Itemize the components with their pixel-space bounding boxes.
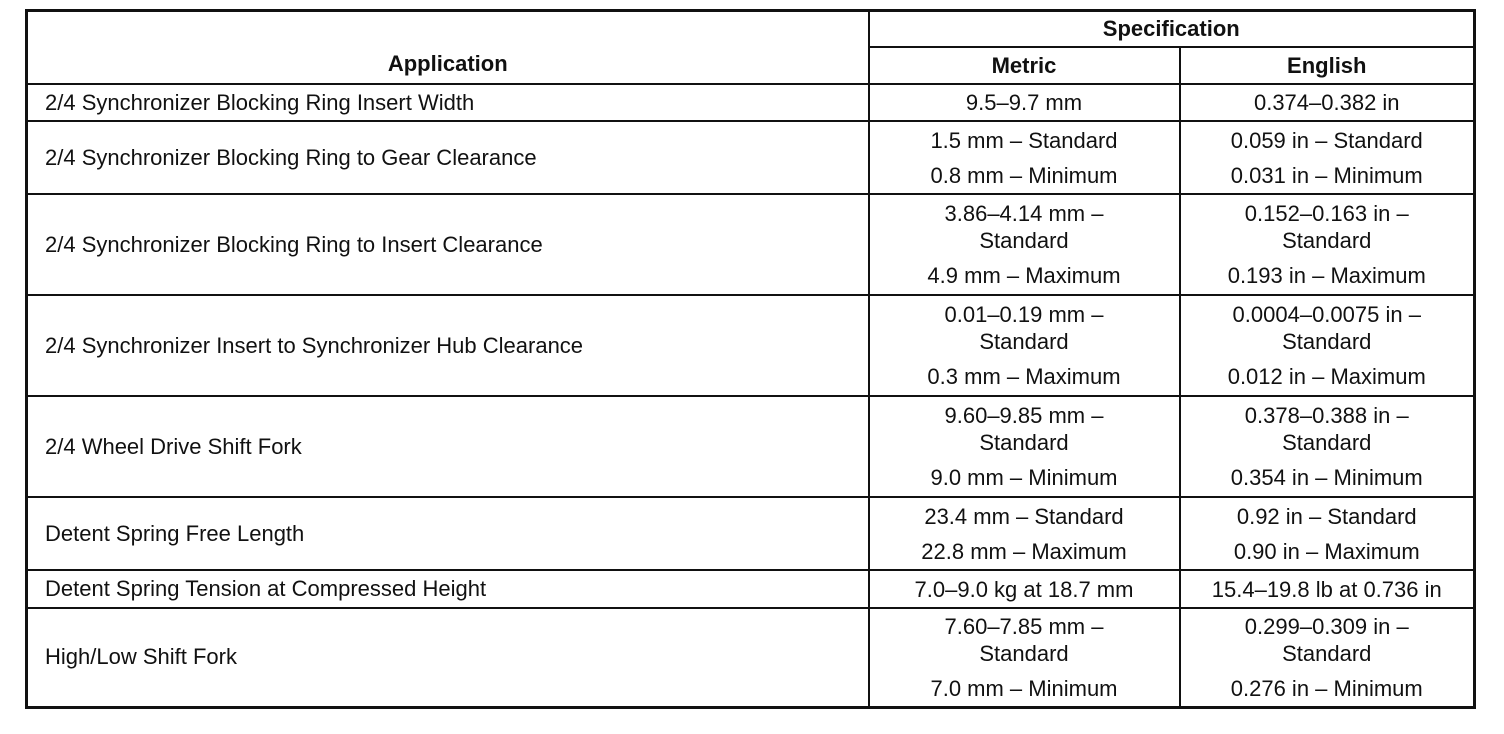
metric-value: 9.5–9.7 mm — [965, 90, 1083, 115]
english-cell — [1180, 396, 1475, 497]
metric-header: Metric — [869, 47, 1180, 84]
metric-value: Standard — [979, 430, 1069, 455]
english-value: Standard — [1282, 329, 1372, 354]
metric-cell — [869, 295, 1180, 396]
english-cell — [1180, 497, 1475, 570]
metric-value: 0.8 mm – Minimum — [930, 162, 1118, 188]
table-row — [27, 396, 1475, 497]
english-value: 0.012 in – Maximum — [1227, 364, 1426, 389]
english-cell — [1180, 194, 1475, 295]
metric-value: 3.86–4.14 mm – — [944, 201, 1104, 226]
english-value: 0.031 in – Minimum — [1230, 162, 1423, 188]
english-cell — [1180, 570, 1475, 608]
metric-value: 7.0–9.0 kg at 18.7 mm — [914, 576, 1134, 602]
application-cell: 2/4 Synchronizer Blocking Ring to Gear Clearance — [27, 121, 869, 194]
metric-value: 22.8 mm – Maximum — [921, 538, 1127, 564]
english-value: 0.90 in – Maximum — [1233, 538, 1420, 564]
table-row — [27, 608, 1475, 707]
english-value: 0.299–0.309 in – — [1244, 613, 1409, 639]
english-value: 0.374–0.382 in — [1253, 90, 1400, 115]
table-row — [27, 121, 1475, 194]
english-value: 15.4–19.8 lb at 0.736 in — [1211, 576, 1442, 602]
table-body — [27, 84, 1475, 707]
metric-cell — [869, 121, 1180, 194]
metric-value: Standard — [979, 329, 1069, 354]
metric-value: 9.60–9.85 mm – — [944, 403, 1104, 428]
metric-value: 7.0 mm – Minimum — [930, 675, 1118, 701]
english-value: 0.378–0.388 in – — [1244, 403, 1409, 428]
english-value: Standard — [1282, 228, 1372, 253]
english-value: Standard — [1282, 430, 1372, 455]
metric-value: Standard — [979, 228, 1069, 253]
metric-value: 9.0 mm – Minimum — [930, 465, 1118, 490]
application-cell: 2/4 Synchronizer Blocking Ring to Insert Clearance — [27, 194, 869, 295]
metric-cell — [869, 84, 1180, 121]
metric-cell — [869, 194, 1180, 295]
table-header — [27, 11, 1475, 85]
metric-cell — [869, 396, 1180, 497]
metric-value: 1.5 mm – Standard — [930, 127, 1118, 153]
table-row — [27, 295, 1475, 396]
metric-value: 7.60–7.85 mm – — [944, 613, 1104, 639]
table-row — [27, 84, 1475, 121]
english-value: 0.193 in – Maximum — [1227, 263, 1426, 288]
application-cell: 2/4 Synchronizer Insert to Synchronizer Hub Clearance — [27, 295, 869, 396]
english-cell — [1180, 608, 1475, 707]
metric-value: 0.01–0.19 mm – — [944, 302, 1104, 327]
table-row — [27, 497, 1475, 570]
application-cell: 2/4 Synchronizer Blocking Ring Insert Width — [27, 84, 869, 121]
application-cell: Detent Spring Free Length — [27, 497, 869, 570]
english-value: 0.059 in – Standard — [1230, 127, 1423, 153]
english-cell — [1180, 295, 1475, 396]
english-cell — [1180, 84, 1475, 121]
table-row — [27, 194, 1475, 295]
application-cell: 2/4 Wheel Drive Shift Fork — [27, 396, 869, 497]
application-cell: High/Low Shift Fork — [27, 608, 869, 707]
metric-cell — [869, 570, 1180, 608]
english-value: 0.354 in – Minimum — [1230, 465, 1423, 490]
metric-value: 23.4 mm – Standard — [924, 503, 1124, 529]
english-value: 0.152–0.163 in – — [1244, 201, 1409, 226]
metric-value: 0.3 mm – Maximum — [927, 364, 1121, 389]
application-cell: Detent Spring Tension at Compressed Height — [27, 570, 869, 608]
metric-cell — [869, 497, 1180, 570]
metric-value: Standard — [979, 640, 1069, 666]
english-cell — [1180, 121, 1475, 194]
english-value: 0.276 in – Minimum — [1230, 675, 1423, 701]
specification-table — [25, 9, 1476, 709]
english-header: English — [1180, 47, 1475, 84]
specification-header: Specification — [869, 11, 1475, 48]
table-row — [27, 570, 1475, 608]
english-value: 0.0004–0.0075 in – — [1232, 302, 1421, 327]
english-value: Standard — [1282, 640, 1372, 666]
metric-cell — [869, 608, 1180, 707]
application-header: Application — [27, 11, 869, 85]
metric-value: 4.9 mm – Maximum — [927, 263, 1121, 288]
english-value: 0.92 in – Standard — [1236, 503, 1417, 529]
